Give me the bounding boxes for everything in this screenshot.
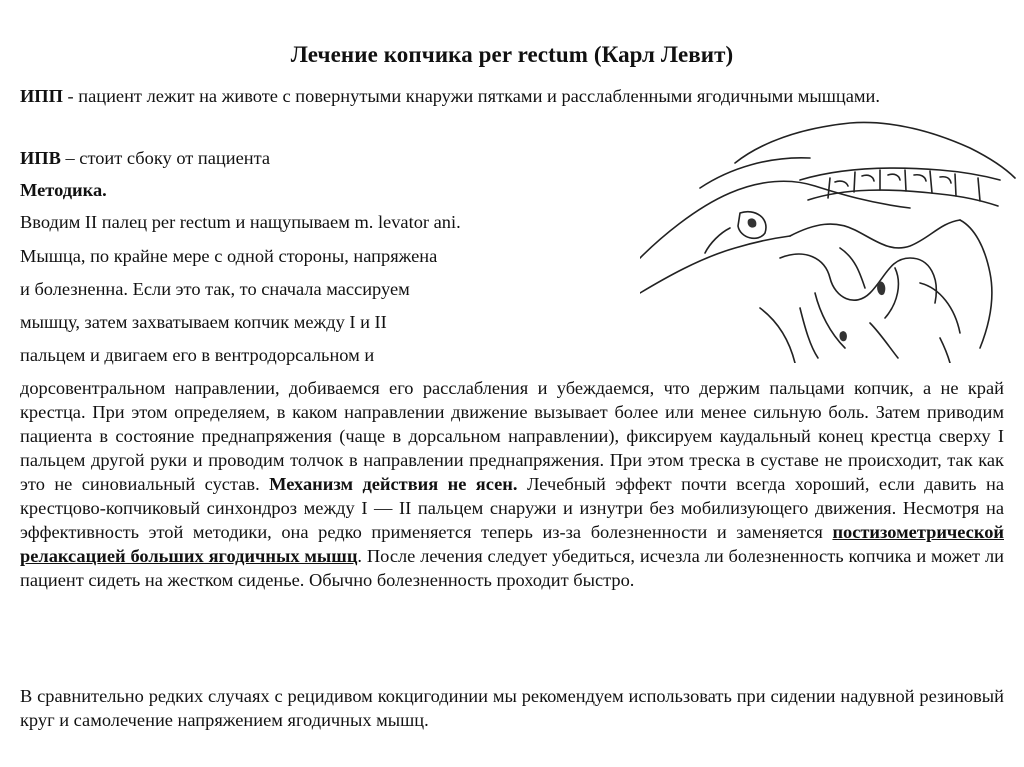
intro-line-4: мышцу, затем захватываем копчик между I и II (20, 312, 387, 332)
ipp-text: - пациент лежит на животе с повернутыми кнаружи пятками и расслабленными ягодичными мышцами. (62, 86, 881, 106)
main-paragraph (20, 376, 1004, 592)
ipv-text: – стоит сбоку от пациента (60, 148, 271, 168)
anatomy-illustration (640, 108, 1020, 363)
page-title: Лечение копчика per rectum (Карл Левит) (290, 42, 734, 67)
ipv-term: ИПВ (20, 148, 61, 168)
intro-line-2: Мышца, по крайне мере с одной стороны, напряжена (20, 246, 438, 266)
main-text-2: Лечебный эффект почти всегда хороший, если давить на крестцово-копчиковый синхондроз между I — II пальцем снаружи и изнутри без мобилизующего движения. Несмотря на эффективность этой методики, она редко применяется теперь из-за болезненности и заменяется (20, 474, 1005, 542)
intro-line-1: Вводим II палец per rectum и нащупываем m. levator ani. (20, 212, 461, 232)
intro-line-3: и болезненна. Если это так, то сначала массируем (20, 279, 410, 299)
ipp-paragraph (20, 84, 1004, 108)
pir-method-term: постизометрической релаксацией больших ягодичных мышц (20, 522, 1004, 566)
method-heading: Методика. (20, 180, 107, 200)
main-text-3: . После лечения следует убедиться, исчезла ли болезненность копчика и может ли пациент сидеть на жестком сиденье. Обычно болезненность проходит быстро. (20, 546, 1004, 590)
intro-line-5: пальцем и двигаем его в вентродорсальном и (20, 345, 375, 365)
ipp-term: ИПП (20, 86, 63, 106)
mechanism-note: Механизм действия не ясен. (269, 474, 518, 494)
ipv-line (20, 146, 270, 170)
final-paragraph: В сравнительно редких случаях с рецидивом кокцигодинии мы рекомендуем использовать при сидении надувной резиновый круг и самолечение напряжением ягодичных мышц. (20, 686, 1004, 730)
main-text-1: дорсовентральном направлении, добиваемся его расслабления и убеждаемся, что держим пальцами копчик, а не край крестца. При этом определяем, в каком направлении движение вызывает более или менее сильную боль. Затем приводим пациента в состояние преднапряжения (чаще в дорсальном направлении), фиксируем каудальный конец крестца сверху I пальцем другой руки и проводим толчок в направлении преднапряжения. При этом треска в суставе не происходит, так как это не синовиальный сустав. (20, 378, 1004, 494)
